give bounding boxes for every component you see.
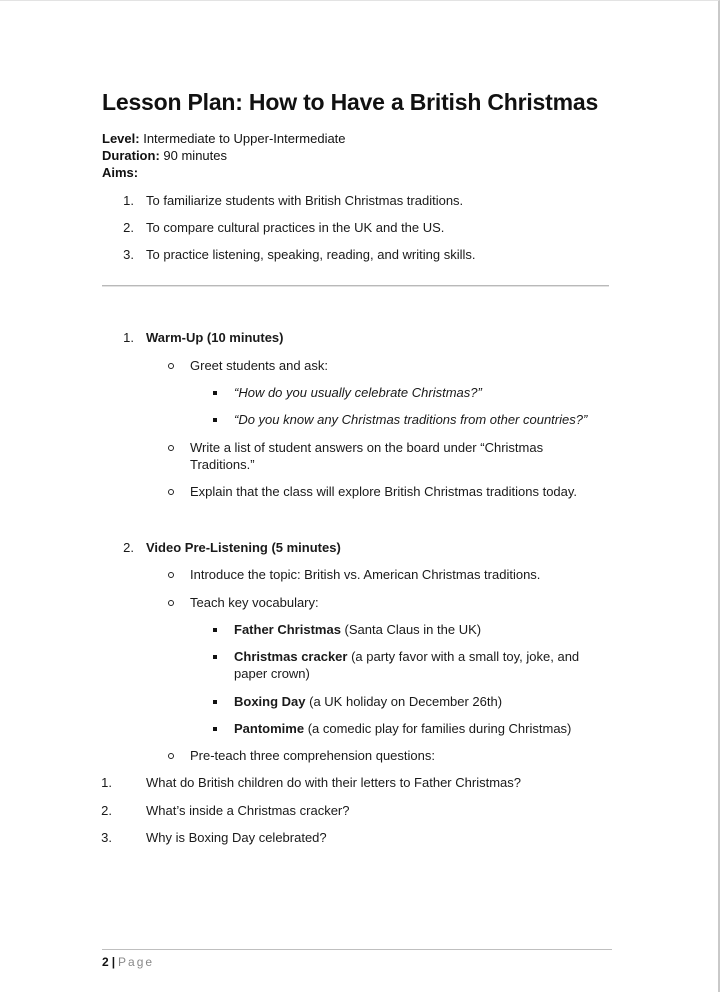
aim-number: 3. [123, 247, 134, 262]
vocab-item [234, 622, 481, 637]
page-word: Page [118, 955, 155, 969]
question-number: 2. [101, 803, 112, 818]
circle-bullet-icon [168, 572, 174, 578]
comprehension-question: What’s inside a Christmas cracker? [146, 803, 350, 818]
square-bullet-icon [213, 655, 217, 659]
level-line [102, 131, 346, 146]
page-number: 2 [102, 955, 109, 969]
vocab-item [234, 649, 579, 664]
duration-label: Duration: [102, 148, 160, 163]
vocab-description-continued: paper crown) [234, 666, 310, 681]
level-value: Intermediate to Upper-Intermediate [143, 131, 346, 146]
question-prompt: “Do you know any Christmas traditions from other countries?” [234, 412, 588, 427]
aims-line [102, 165, 138, 180]
vocab-term: Pantomime [234, 721, 305, 736]
circle-bullet-icon [168, 363, 174, 369]
aim-item: To practice listening, speaking, reading, and writing skills. [146, 247, 476, 262]
duration-line [102, 148, 227, 163]
vocab-description: (a comedic play for families during Christmas) [304, 721, 572, 736]
aims-label: Aims: [102, 165, 139, 180]
section-heading: Warm-Up (10 minutes) [146, 330, 284, 345]
section-heading: Video Pre-Listening (5 minutes) [146, 540, 341, 555]
footer-divider [102, 949, 612, 950]
bullet-item: Write a list of student answers on the board under “Christmas [190, 440, 544, 455]
bullet-item: Explain that the class will explore British Christmas traditions today. [190, 484, 578, 499]
square-bullet-icon [213, 628, 217, 632]
footer-separator: | [111, 955, 116, 969]
square-bullet-icon [213, 418, 217, 422]
section-number: 1. [123, 330, 134, 345]
aim-number: 2. [123, 220, 134, 235]
bullet-item: Greet students and ask: [190, 358, 329, 373]
circle-bullet-icon [168, 445, 174, 451]
square-bullet-icon [213, 727, 217, 731]
circle-bullet-icon [168, 600, 174, 606]
vocab-item [234, 721, 571, 736]
section-number: 2. [123, 540, 134, 555]
vocab-term: Father Christmas [234, 622, 341, 637]
circle-bullet-icon [168, 753, 174, 759]
level-label: Level: [102, 131, 140, 146]
vocab-term: Boxing Day [234, 694, 306, 709]
bullet-item: Teach key vocabulary: [190, 595, 319, 610]
question-number: 1. [101, 775, 112, 790]
question-prompt: “How do you usually celebrate Christmas?” [234, 385, 482, 400]
vocab-item [234, 694, 502, 709]
page-footer [102, 955, 154, 969]
question-number: 3. [101, 830, 112, 845]
aim-number: 1. [123, 193, 134, 208]
comprehension-question: What do British children do with their letters to Father Christmas? [146, 775, 521, 790]
circle-bullet-icon [168, 489, 174, 495]
aim-item: To familiarize students with British Christmas traditions. [146, 193, 464, 208]
aim-item: To compare cultural practices in the UK and the US. [146, 220, 445, 235]
square-bullet-icon [213, 700, 217, 704]
square-bullet-icon [213, 391, 217, 395]
comprehension-question: Why is Boxing Day celebrated? [146, 830, 327, 845]
vocab-description: (a UK holiday on December 26th) [305, 694, 503, 709]
bullet-item: Introduce the topic: British vs. American Christmas traditions. [190, 567, 541, 582]
horizontal-divider [102, 285, 609, 287]
vocab-term: Christmas cracker [234, 649, 348, 664]
bullet-item: Pre-teach three comprehension questions: [190, 748, 435, 763]
duration-value: 90 minutes [163, 148, 227, 163]
bullet-item-continued: Traditions.” [190, 457, 255, 472]
page-title: Lesson Plan: How to Have a British Christmas [102, 89, 599, 115]
vocab-description: (a party favor with a small toy, joke, and [347, 649, 580, 664]
vocab-description: (Santa Claus in the UK) [340, 622, 482, 637]
